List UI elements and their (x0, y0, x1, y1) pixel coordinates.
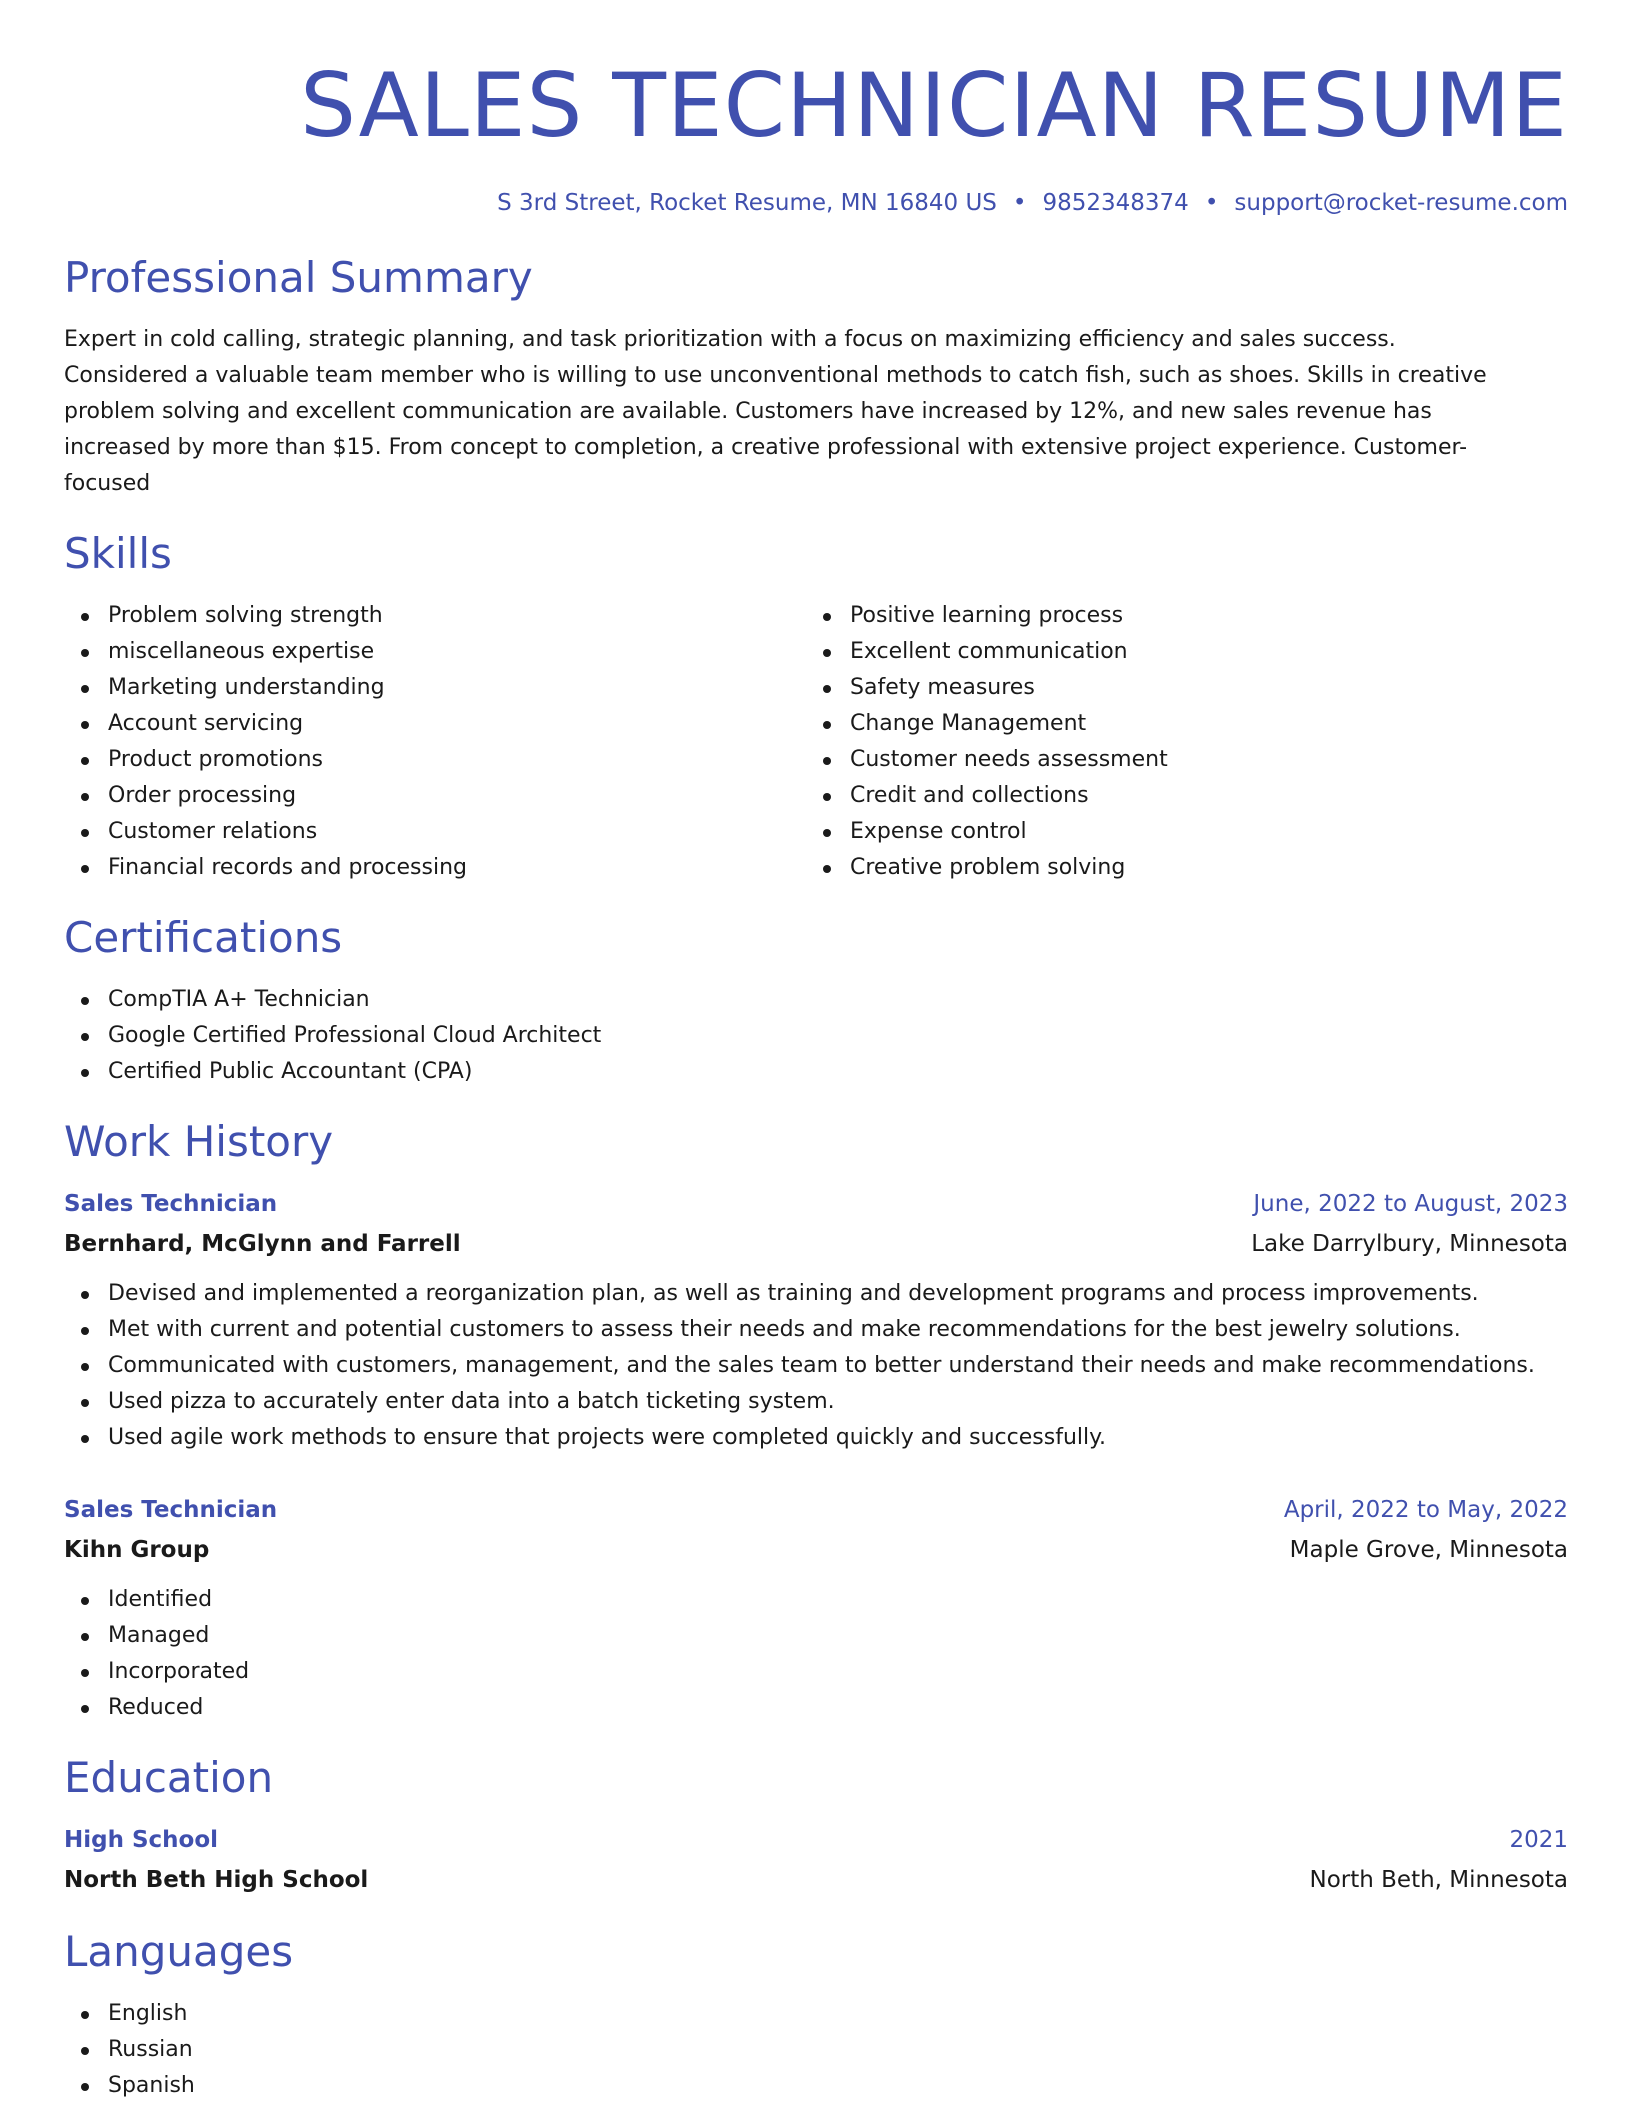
job-bullets (64, 1582, 1568, 1726)
contact-address: S 3rd Street, Rocket Resume, MN 16840 US (497, 190, 997, 216)
job-header-row (64, 1184, 1568, 1224)
education-location: North Beth, Minnesota (1309, 1867, 1568, 1893)
languages-section (64, 1924, 1568, 2104)
job-company: Bernhard, McGlynn and Farrell (64, 1231, 461, 1257)
skill-item: Product promotions (64, 742, 806, 778)
language-item: Russian (64, 2032, 1568, 2068)
job-dates: April, 2022 to May, 2022 (1283, 1497, 1568, 1523)
job-bullet: Reduced (64, 1690, 1568, 1726)
education-year: 2021 (1509, 1827, 1568, 1853)
job-title: Sales Technician (64, 1191, 278, 1217)
skill-item: Marketing understanding (64, 670, 806, 706)
certifications-section (64, 910, 1568, 1090)
certification-item: Google Certified Professional Cloud Architect (64, 1018, 1568, 1054)
skill-item: Change Management (806, 706, 1548, 742)
skills-section (64, 526, 1568, 886)
skills-grid (64, 598, 1568, 886)
job-bullet: Identified (64, 1582, 1568, 1618)
skill-item: Customer relations (64, 814, 806, 850)
summary-text: Expert in cold calling, strategic planning, and task prioritization with a focus on maximizing efficiency and sales success. Considered a valuable team member who is willing to use unconventional methods to catch fish, such as shoes. Skills in creative problem solving and excellent communication are available. Customers have increased by 12%, and new sales revenue has increased by more than $15. From concept to completion, a creative professional with extensive project experience. Customer-focused (64, 327, 1487, 496)
education-school-row (64, 1860, 1568, 1900)
education-section (64, 1750, 1568, 1900)
work-history-heading: Work History (64, 1117, 334, 1166)
skill-item: Expense control (806, 814, 1548, 850)
skill-item: Customer needs assessment (806, 742, 1548, 778)
work-history-section (64, 1114, 1568, 1726)
contact-separator: • (1204, 190, 1219, 216)
education-school: North Beth High School (64, 1867, 369, 1893)
certification-item: Certified Public Accountant (CPA) (64, 1054, 1568, 1090)
contact-email[interactable]: support@rocket-resume.com (1234, 190, 1568, 216)
job-bullets (64, 1276, 1568, 1456)
skill-item: Credit and collections (806, 778, 1548, 814)
job-entry (64, 1490, 1568, 1726)
contact-phone[interactable]: 9852348374 (1042, 190, 1189, 216)
skill-item: Positive learning process (806, 598, 1548, 634)
certifications-heading: Certifications (64, 913, 343, 962)
job-location: Maple Grove, Minnesota (1289, 1537, 1568, 1563)
skills-list-left (64, 598, 806, 886)
job-company: Kihn Group (64, 1537, 210, 1563)
job-bullet: Incorporated (64, 1654, 1568, 1690)
education-entry (64, 1820, 1568, 1900)
languages-heading: Languages (64, 1927, 294, 1976)
skill-item: Account servicing (64, 706, 806, 742)
job-bullet: Met with current and potential customers to assess their needs and make recommendations for the best jewelry solutions. (64, 1312, 1568, 1348)
skill-item: Excellent communication (806, 634, 1548, 670)
skills-list-right (806, 598, 1548, 886)
skills-heading: Skills (64, 529, 172, 578)
language-item: Spanish (64, 2068, 1568, 2104)
language-item: English (64, 1996, 1568, 2032)
skill-item: Creative problem solving (806, 850, 1548, 886)
job-bullet: Used pizza to accurately enter data into a batch ticketing system. (64, 1384, 1568, 1420)
job-company-row (64, 1530, 1568, 1570)
languages-list (64, 1996, 1568, 2104)
job-dates: June, 2022 to August, 2023 (1253, 1191, 1568, 1217)
summary-heading: Professional Summary (64, 253, 533, 302)
job-location: Lake Darrylbury, Minnesota (1251, 1231, 1568, 1257)
skill-item: Problem solving strength (64, 598, 806, 634)
job-header-row (64, 1490, 1568, 1530)
skill-item: Order processing (64, 778, 806, 814)
education-heading: Education (64, 1753, 274, 1802)
job-company-row (64, 1224, 1568, 1264)
job-entry (64, 1184, 1568, 1456)
job-bullet: Devised and implemented a reorganization plan, as well as training and development programs and process improvements. (64, 1276, 1568, 1312)
job-bullet: Communicated with customers, management, and the sales team to better understand their needs and make recommendations. (64, 1348, 1568, 1384)
resume-page (64, 0, 1568, 2104)
contact-line (64, 186, 1568, 220)
education-degree: High School (64, 1827, 219, 1853)
resume-title: SALES TECHNICIAN RESUME (300, 54, 1568, 157)
education-header-row (64, 1820, 1568, 1860)
skill-item: Safety measures (806, 670, 1548, 706)
job-title: Sales Technician (64, 1497, 278, 1523)
skill-item: miscellaneous expertise (64, 634, 806, 670)
skill-item: Financial records and processing (64, 850, 806, 886)
contact-separator: • (1012, 190, 1027, 216)
job-bullet: Used agile work methods to ensure that projects were completed quickly and successfully. (64, 1420, 1568, 1456)
certifications-list (64, 982, 1568, 1090)
job-bullet: Managed (64, 1618, 1568, 1654)
certification-item: CompTIA A+ Technician (64, 982, 1568, 1018)
